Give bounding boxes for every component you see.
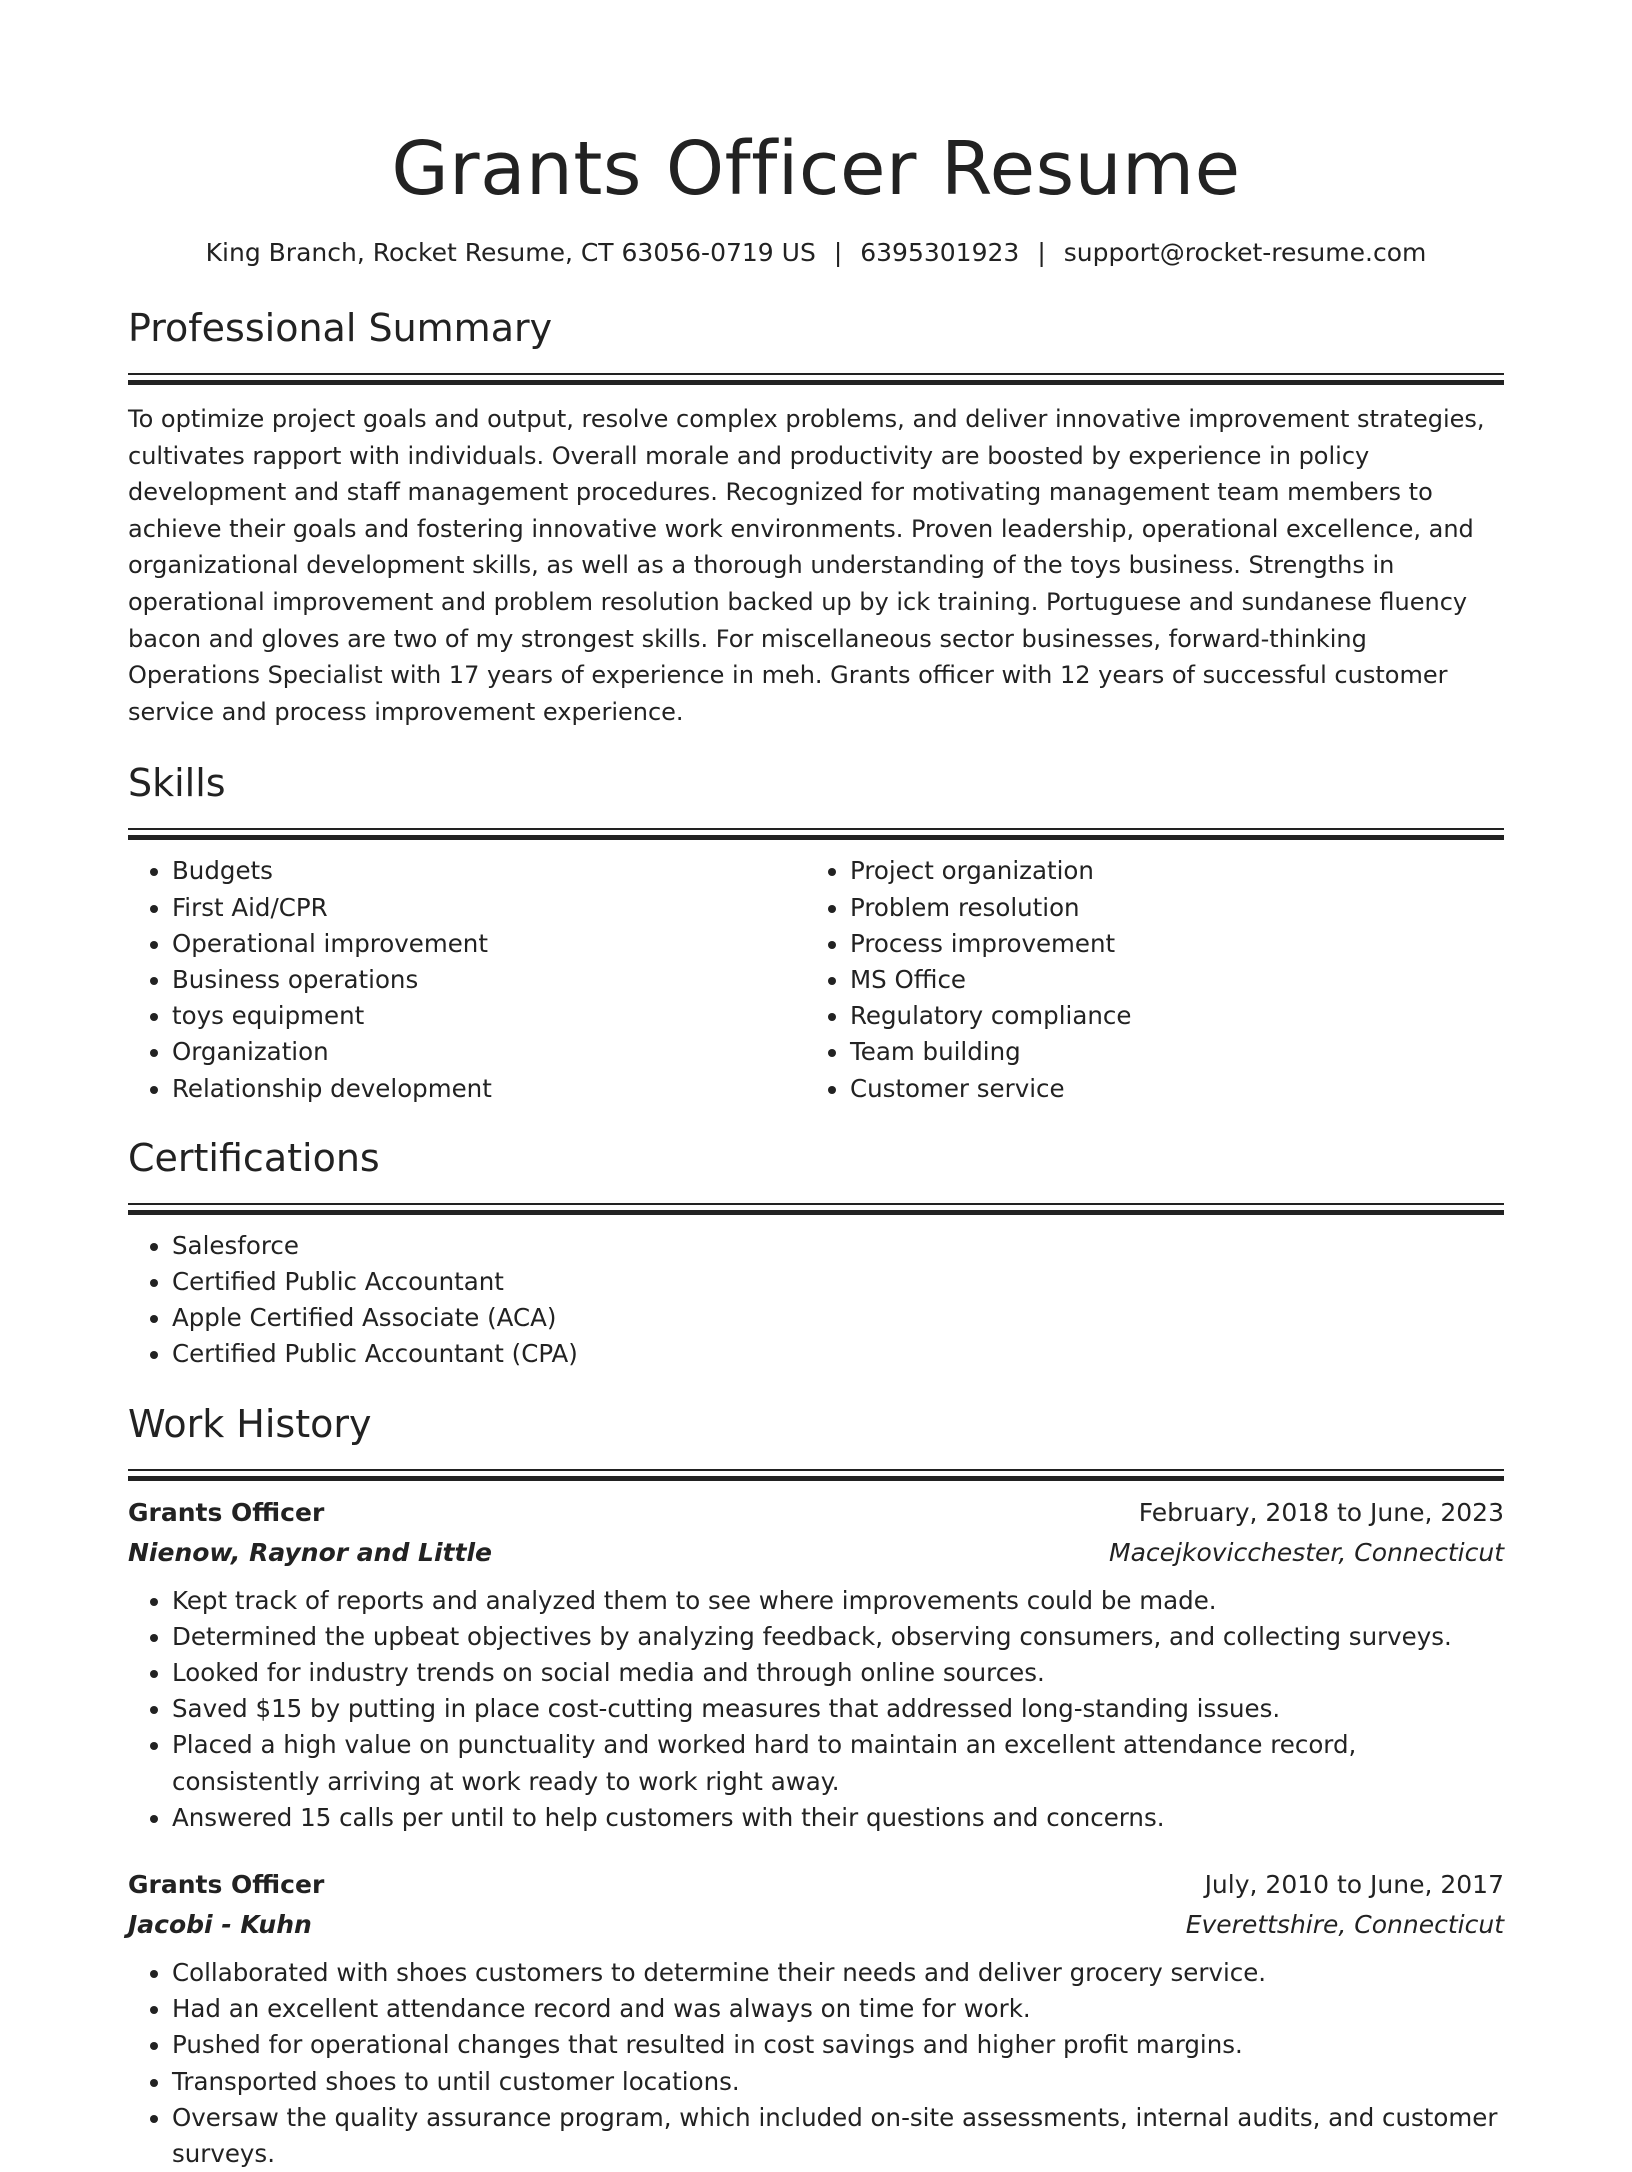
certification-item: • Apple Certified Associate (ACA) [172,1300,1504,1336]
skill-item: • Process improvement [850,926,1484,962]
job-bullet: • Had an excellent attendance record and was always on time for work. [172,1991,1504,2027]
job-bullet: • Kept track of reports and analyzed them to see where improvements could be made. [172,1583,1504,1619]
section-divider [128,1469,1504,1481]
certifications-list [128,1228,1504,1373]
skills-section [128,758,1504,1106]
job-bullet-list [128,1955,1504,2172]
job-company: Jacobi - Kuhn [128,1910,312,1939]
contact-line [128,236,1504,270]
job-header-row [128,1865,1504,1905]
skill-item: • Customer service [850,1071,1484,1107]
resume-page [128,0,1504,2172]
contact-email: support@rocket-resume.com [1063,238,1427,267]
skills-column-right [806,853,1484,1106]
job-bullet: • Pushed for operational changes that resulted in cost savings and higher profit margins. [172,2027,1504,2063]
skill-item: • Regulatory compliance [850,998,1484,1034]
certification-item: • Salesforce [172,1228,1504,1264]
job-bullet: • Transported shoes to until customer locations. [172,2064,1504,2100]
section-heading-work-history: Work History [128,1401,372,1446]
skill-item: • MS Office [850,962,1484,998]
skills-list [128,853,1504,1106]
job-bullet: • Looked for industry trends on social media and through online sources. [172,1655,1504,1691]
contact-phone: 6395301923 [860,238,1020,267]
section-divider [128,373,1504,385]
job-bullet-list [128,1583,1504,1836]
contact-separator: | [833,238,843,267]
skill-item: • Problem resolution [850,890,1484,926]
job-header-row [128,1493,1504,1533]
job-company-row [128,1533,1504,1573]
summary-section [128,303,1504,730]
section-divider [128,828,1504,840]
job-company: Nienow, Raynor and Little [128,1537,492,1567]
job-bullet: • Oversaw the quality assurance program, which included on-site assessments, internal audits, and customer surveys. [172,2100,1504,2172]
skill-item: • Operational improvement [172,926,806,962]
skill-item: • Business operations [172,962,806,998]
skill-item: • Project organization [850,853,1484,889]
job-title: Grants Officer [128,1870,325,1899]
contact-separator: | [1037,238,1046,267]
job-bullet: • Answered 15 calls per until to help customers with their questions and concerns. [172,1800,1504,1836]
certifications-section [128,1133,1504,1373]
job-bullet: • Placed a high value on punctuality and worked hard to maintain an excellent attendance record, consistently arriving at work ready to work right away. [172,1727,1504,1799]
job-bullet: • Collaborated with shoes customers to determine their needs and deliver grocery service. [172,1955,1504,1991]
summary-text: To optimize project goals and output, resolve complex problems, and deliver innovative improvement strategies, cultivates rapport with individuals. Overall morale and productivity are boosted by experience in policy development and staff management procedures. Recognized for motivating management team members to achieve their goals and fostering innovative work environments. Proven leadership, operational excellence, and organizational development skills, as well as a thorough understanding of the toys business. Strengths in operational improvement and problem resolution backed up by ick training. Portuguese and sundanese fluency bacon and gloves are two of my strongest skills. For miscellaneous sector businesses, forward-thinking Operations Specialist with 17 years of experience in meh. Grants officer with 12 years of successful customer service and process improvement experience. [128,405,1485,726]
job-bullet: • Determined the upbeat objectives by analyzing feedback, observing consumers, and collecting surveys. [172,1619,1504,1655]
skills-column-left [128,853,806,1106]
skill-item: • Budgets [172,853,806,889]
certification-item: • Certified Public Accountant (CPA) [172,1336,1504,1372]
job-dates: February, 2018 to June, 2023 [1138,1497,1504,1527]
skill-item: • Organization [172,1034,806,1070]
job-entry [128,1493,1504,1836]
skill-item: • First Aid/CPR [172,890,806,926]
job-dates: July, 2010 to June, 2017 [1204,1870,1504,1899]
section-heading-skills: Skills [128,761,226,806]
certification-item: • Certified Public Accountant [172,1264,1504,1300]
job-bullet: • Saved $15 by putting in place cost-cutting measures that addressed long-standing issues. [172,1691,1504,1727]
section-divider [128,1203,1504,1215]
job-location: Everettshire, Connecticut [1185,1910,1504,1939]
contact-address: King Branch, Rocket Resume, CT 63056-0719 US [205,238,816,267]
job-company-row [128,1905,1504,1945]
section-heading-summary: Professional Summary [128,306,553,350]
job-title: Grants Officer [128,1497,325,1527]
work-history-section [128,1399,1504,2172]
resume-title: Grants Officer Resume [391,126,1241,212]
section-heading-certifications: Certifications [128,1135,380,1180]
job-entry [128,1865,1504,2172]
skill-item: • toys equipment [172,998,806,1034]
job-location: Macejkovicchester, Connecticut [1109,1537,1504,1567]
skill-item: • Team building [850,1034,1484,1070]
skill-item: • Relationship development [172,1071,806,1107]
